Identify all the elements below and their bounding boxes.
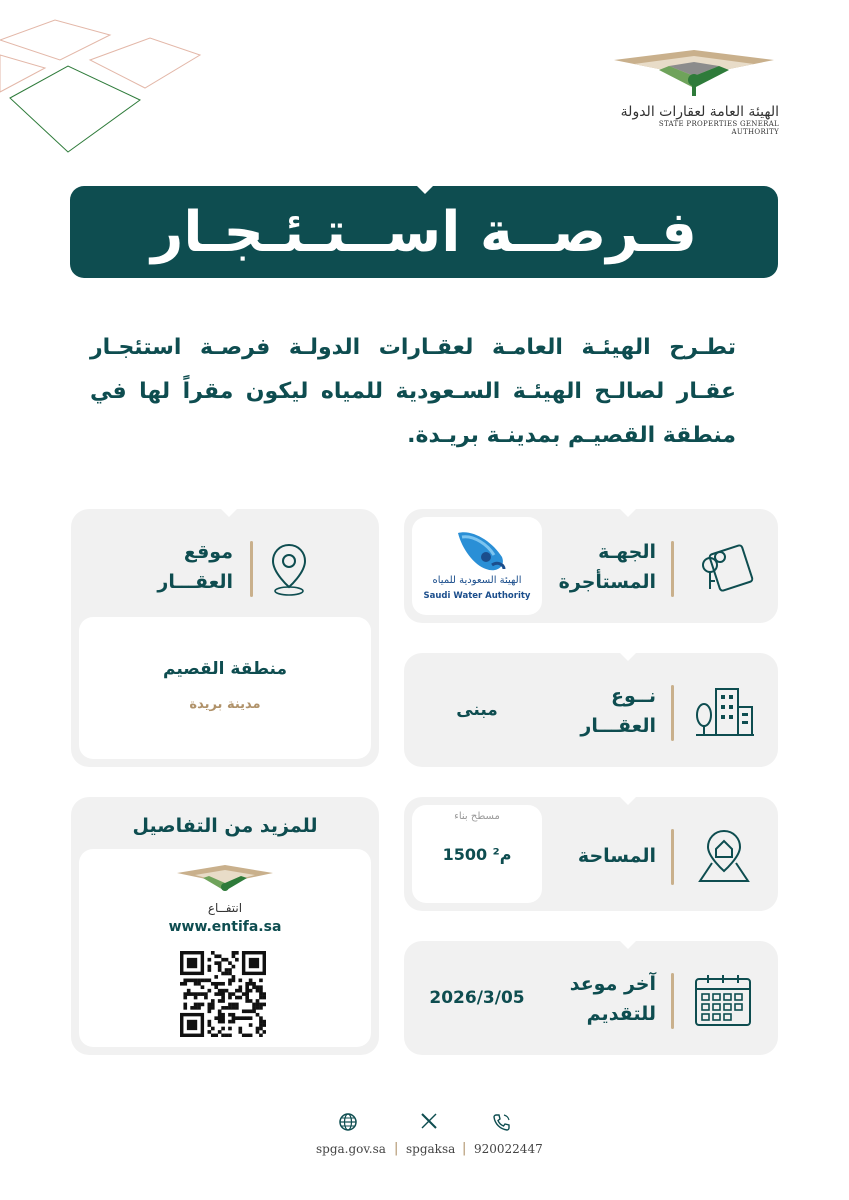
lessee-label-1: الجهـة (598, 541, 656, 563)
area-label: المساحة (577, 845, 656, 867)
property-type-card (404, 653, 778, 767)
lessee-card (404, 509, 778, 623)
org-name-en: STATE PROPERTIES GENERAL AUTHORITY (658, 120, 779, 136)
footer (300, 1112, 550, 1162)
area-value: 1500 م² (442, 845, 512, 864)
lessee-label-2: المستأجرة (558, 571, 656, 593)
deadline-card (404, 941, 778, 1055)
location-label-2: العقـــار (157, 571, 233, 593)
footer-phone[interactable]: 920022447 (474, 1142, 543, 1156)
location-value-box (79, 617, 371, 759)
banner-title: فـرصــة اســتـئـجـار (151, 199, 697, 265)
qr-code-icon[interactable] (180, 951, 266, 1037)
location-card (71, 509, 379, 767)
location-label-1: موقع (183, 541, 233, 563)
area-sublabel: مسطح بناء (454, 811, 500, 822)
globe-icon (338, 1112, 358, 1132)
entifa-url[interactable]: www.entifa.sa (168, 919, 282, 935)
footer-separator-2: | (462, 1141, 467, 1156)
org-name-ar: الهيئة العامة لعقارات الدولة (620, 104, 779, 120)
property-type-label-2: العقـــار (580, 715, 656, 737)
deadline-label-1: آخر موعد (569, 973, 656, 995)
x-logo-icon (420, 1112, 438, 1130)
title-banner (70, 186, 778, 278)
property-type-label-1: نــوع (610, 685, 656, 707)
details-title: للمزيد من التفاصيل (132, 815, 318, 837)
location-city: مدينة بريدة (189, 697, 261, 712)
building-icon (694, 685, 756, 739)
area-card (404, 797, 778, 911)
footer-handle[interactable]: spgaksa (406, 1142, 456, 1156)
details-box (79, 849, 371, 1047)
land-home-icon (696, 827, 752, 885)
decorative-lines (0, 0, 210, 160)
lessee-logo-box (412, 517, 542, 615)
keys-icon (696, 543, 756, 595)
footer-separator-1: | (394, 1141, 399, 1156)
spga-logo (609, 48, 779, 136)
phone-icon (492, 1112, 512, 1132)
spga-emblem-icon (609, 48, 779, 100)
map-pin-icon (269, 541, 309, 597)
entifa-brand: انتفــاع (207, 901, 243, 915)
calendar-icon (694, 973, 752, 1029)
deadline-label-2: للتقديم (586, 1003, 656, 1025)
deadline-value: 2026/3/05 (429, 988, 525, 1008)
property-type-value: مبنى (456, 700, 498, 720)
footer-website[interactable]: spga.gov.sa (316, 1142, 386, 1156)
entifa-logo-icon (175, 865, 275, 897)
water-drop-icon (452, 527, 508, 573)
details-card (71, 797, 379, 1055)
lessee-logo-en: Saudi Water Authority (423, 591, 531, 601)
location-region: منطقة القصيم (163, 659, 287, 679)
area-value-box (412, 805, 542, 903)
intro-paragraph: تطـرح الهيئـة العامـة لعقـارات الدولـة فرصـة استئجـار عقـار لصالـح الهيئـة السـعودية للمياه ليكون مقراً لها في منطقة القصيـم بمدينـة بريـدة. (90, 335, 736, 448)
lessee-logo-ar: الهيئة السعودية للمياه (432, 575, 522, 586)
